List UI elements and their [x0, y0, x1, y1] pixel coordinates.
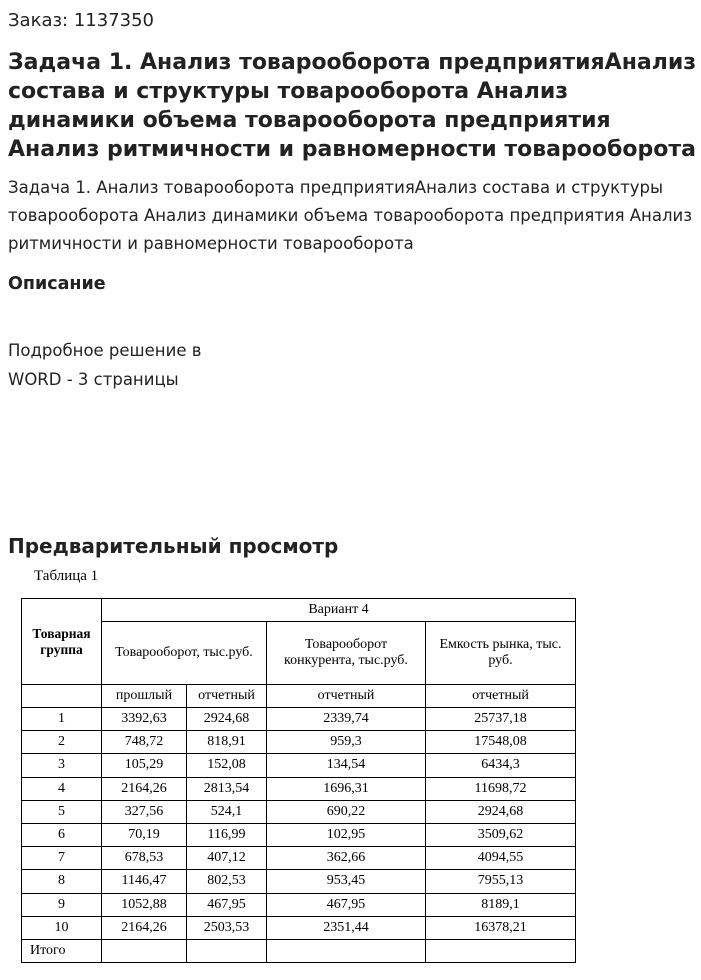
market-header: Емкость рынка, тыс. руб. — [426, 622, 576, 685]
cell-past: 70,19 — [102, 823, 187, 846]
subheader-report: отчетный — [187, 685, 267, 708]
table-row — [22, 823, 576, 846]
table-row — [22, 893, 576, 916]
cell-market: 4094,55 — [426, 847, 576, 870]
cell-past: 3392,63 — [102, 708, 187, 731]
subheader-report-competitor: отчетный — [267, 685, 426, 708]
cell-past: 327,56 — [102, 800, 187, 823]
cell-group: 6 — [22, 823, 102, 846]
order-number: Заказ: 1137350 — [8, 10, 154, 31]
cell-report: 407,12 — [187, 847, 267, 870]
cell-report: 802,53 — [187, 870, 267, 893]
cell-market: 3509,62 — [426, 823, 576, 846]
subheader-past: прошлый — [102, 685, 187, 708]
cell-report: 2813,54 — [187, 777, 267, 800]
cell-group: 3 — [22, 754, 102, 777]
table-row — [22, 777, 576, 800]
total-label: Итого — [22, 939, 102, 962]
cell-report: 818,91 — [187, 731, 267, 754]
document-preview — [0, 562, 701, 980]
cell-report: 116,99 — [187, 823, 267, 846]
cell-competitor: 467,95 — [267, 893, 426, 916]
cell-past: 1146,47 — [102, 870, 187, 893]
group-subheader-empty — [22, 685, 102, 708]
cell-competitor: 690,22 — [267, 800, 426, 823]
task-description: Задача 1. Анализ товарооборота предприятияАнализ состава и структуры товарооборота Анализ динамики объема товарооборота предприятия Анализ ритмичности и равномерности товарооборота — [8, 178, 692, 253]
cell-market: 16378,21 — [426, 916, 576, 939]
cell-past: 748,72 — [102, 731, 187, 754]
table-caption: Таблица 1 — [34, 568, 99, 584]
cell-competitor: 102,95 — [267, 823, 426, 846]
group-header: Товарная группа — [22, 599, 102, 685]
cell-report: 2924,68 — [187, 708, 267, 731]
subheader-report-market: отчетный — [426, 685, 576, 708]
task-title: Задача 1. Анализ товарооборота предприятияАнализ состава и структуры товарооборота Анализ динамики объема товарооборота предприятия Анализ ритмичности и равномерности товарооборота — [8, 50, 697, 162]
cell-market: 25737,18 — [426, 708, 576, 731]
cell-market: 2924,68 — [426, 800, 576, 823]
table-row — [22, 731, 576, 754]
cell-report: 524,1 — [187, 800, 267, 823]
cell-market: 17548,08 — [426, 731, 576, 754]
cell-past: 2164,26 — [102, 777, 187, 800]
total-competitor — [267, 939, 426, 962]
cell-group: 9 — [22, 893, 102, 916]
preview-heading: Предварительный просмотр — [8, 534, 339, 558]
cell-group: 4 — [22, 777, 102, 800]
cell-competitor: 953,45 — [267, 870, 426, 893]
turnover-header: Товарооборот, тыс.руб. — [102, 622, 267, 685]
description-text — [8, 336, 258, 394]
description-line-1: Подробное решение в — [8, 341, 202, 360]
variant-header: Вариант 4 — [102, 599, 576, 622]
cell-group: 8 — [22, 870, 102, 893]
cell-competitor: 2339,74 — [267, 708, 426, 731]
cell-market: 8189,1 — [426, 893, 576, 916]
description-heading: Описание — [8, 274, 106, 294]
cell-past: 105,29 — [102, 754, 187, 777]
table-row — [22, 800, 576, 823]
cell-competitor: 2351,44 — [267, 916, 426, 939]
cell-competitor: 134,54 — [267, 754, 426, 777]
cell-past: 1052,88 — [102, 893, 187, 916]
total-past — [102, 939, 187, 962]
cell-report: 467,95 — [187, 893, 267, 916]
cell-group: 5 — [22, 800, 102, 823]
cell-past: 678,53 — [102, 847, 187, 870]
table-row — [22, 754, 576, 777]
competitor-header: Товарооборот конкурента, тыс.руб. — [267, 622, 426, 685]
table-body — [22, 708, 576, 940]
cell-group: 7 — [22, 847, 102, 870]
cell-group: 10 — [22, 916, 102, 939]
cell-competitor: 959,3 — [267, 731, 426, 754]
table-row — [22, 847, 576, 870]
cell-market: 6434,3 — [426, 754, 576, 777]
cell-past: 2164,26 — [102, 916, 187, 939]
cell-competitor: 1696,31 — [267, 777, 426, 800]
table-row — [22, 870, 576, 893]
cell-report: 152,08 — [187, 754, 267, 777]
table-row — [22, 916, 576, 939]
total-report — [187, 939, 267, 962]
turnover-table — [21, 598, 576, 963]
description-line-2: WORD - 3 страницы — [8, 370, 179, 389]
cell-group: 1 — [22, 708, 102, 731]
total-market — [426, 939, 576, 962]
cell-report: 2503,53 — [187, 916, 267, 939]
total-row — [22, 939, 576, 962]
cell-competitor: 362,66 — [267, 847, 426, 870]
cell-group: 2 — [22, 731, 102, 754]
cell-market: 7955,13 — [426, 870, 576, 893]
table-row — [22, 708, 576, 731]
cell-market: 11698,72 — [426, 777, 576, 800]
